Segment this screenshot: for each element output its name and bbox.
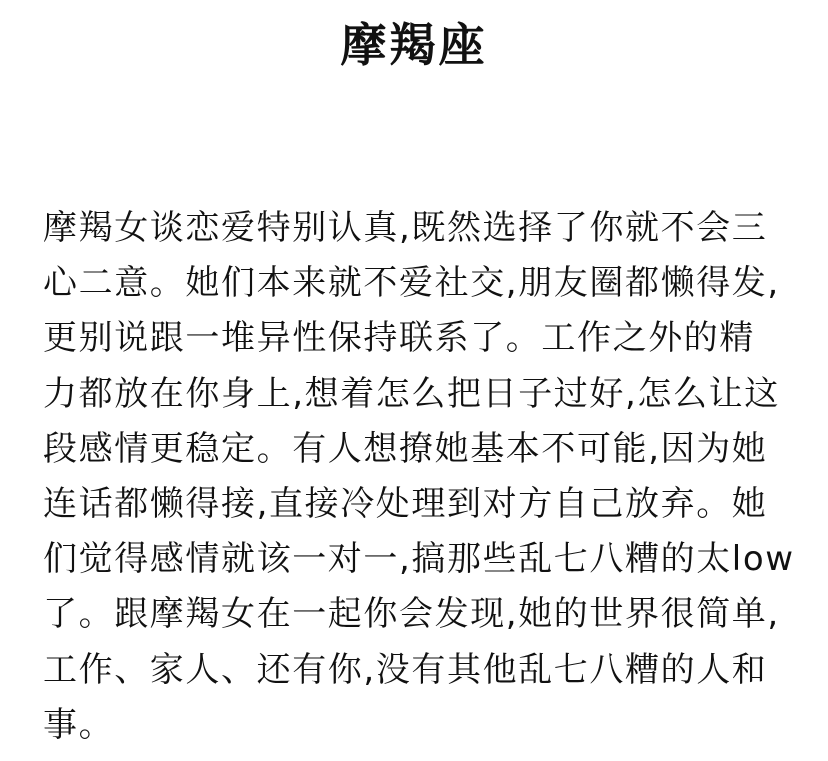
- text-line: 工作、家人、还有你,没有其他乱七八糟的人和: [43, 649, 768, 690]
- page-title: 摩羯座: [340, 18, 488, 72]
- text-line: 们觉得感情就该一对一,搞那些乱七八糟的太low: [43, 539, 795, 580]
- text-line: 力都放在你身上,想着怎么把日子过好,怎么让这: [43, 373, 780, 414]
- text-line: 了。跟摩羯女在一起你会发现,她的世界很简单,: [43, 594, 780, 635]
- article-body: [43, 201, 803, 753]
- text-line: 段感情更稳定。有人想撩她基本不可能,因为她: [43, 428, 768, 469]
- text-line: 摩羯女谈恋爱特别认真,既然选择了你就不会三: [43, 208, 768, 248]
- text-line: 连话都懒得接,直接冷处理到对方自己放弃。她: [43, 484, 768, 525]
- text-line: 心二意。她们本来就不爱社交,朋友圈都懒得发,: [43, 263, 780, 304]
- text-line: 更别说跟一堆异性保持联系了。工作之外的精: [43, 318, 755, 359]
- text-line: 事。: [43, 704, 115, 745]
